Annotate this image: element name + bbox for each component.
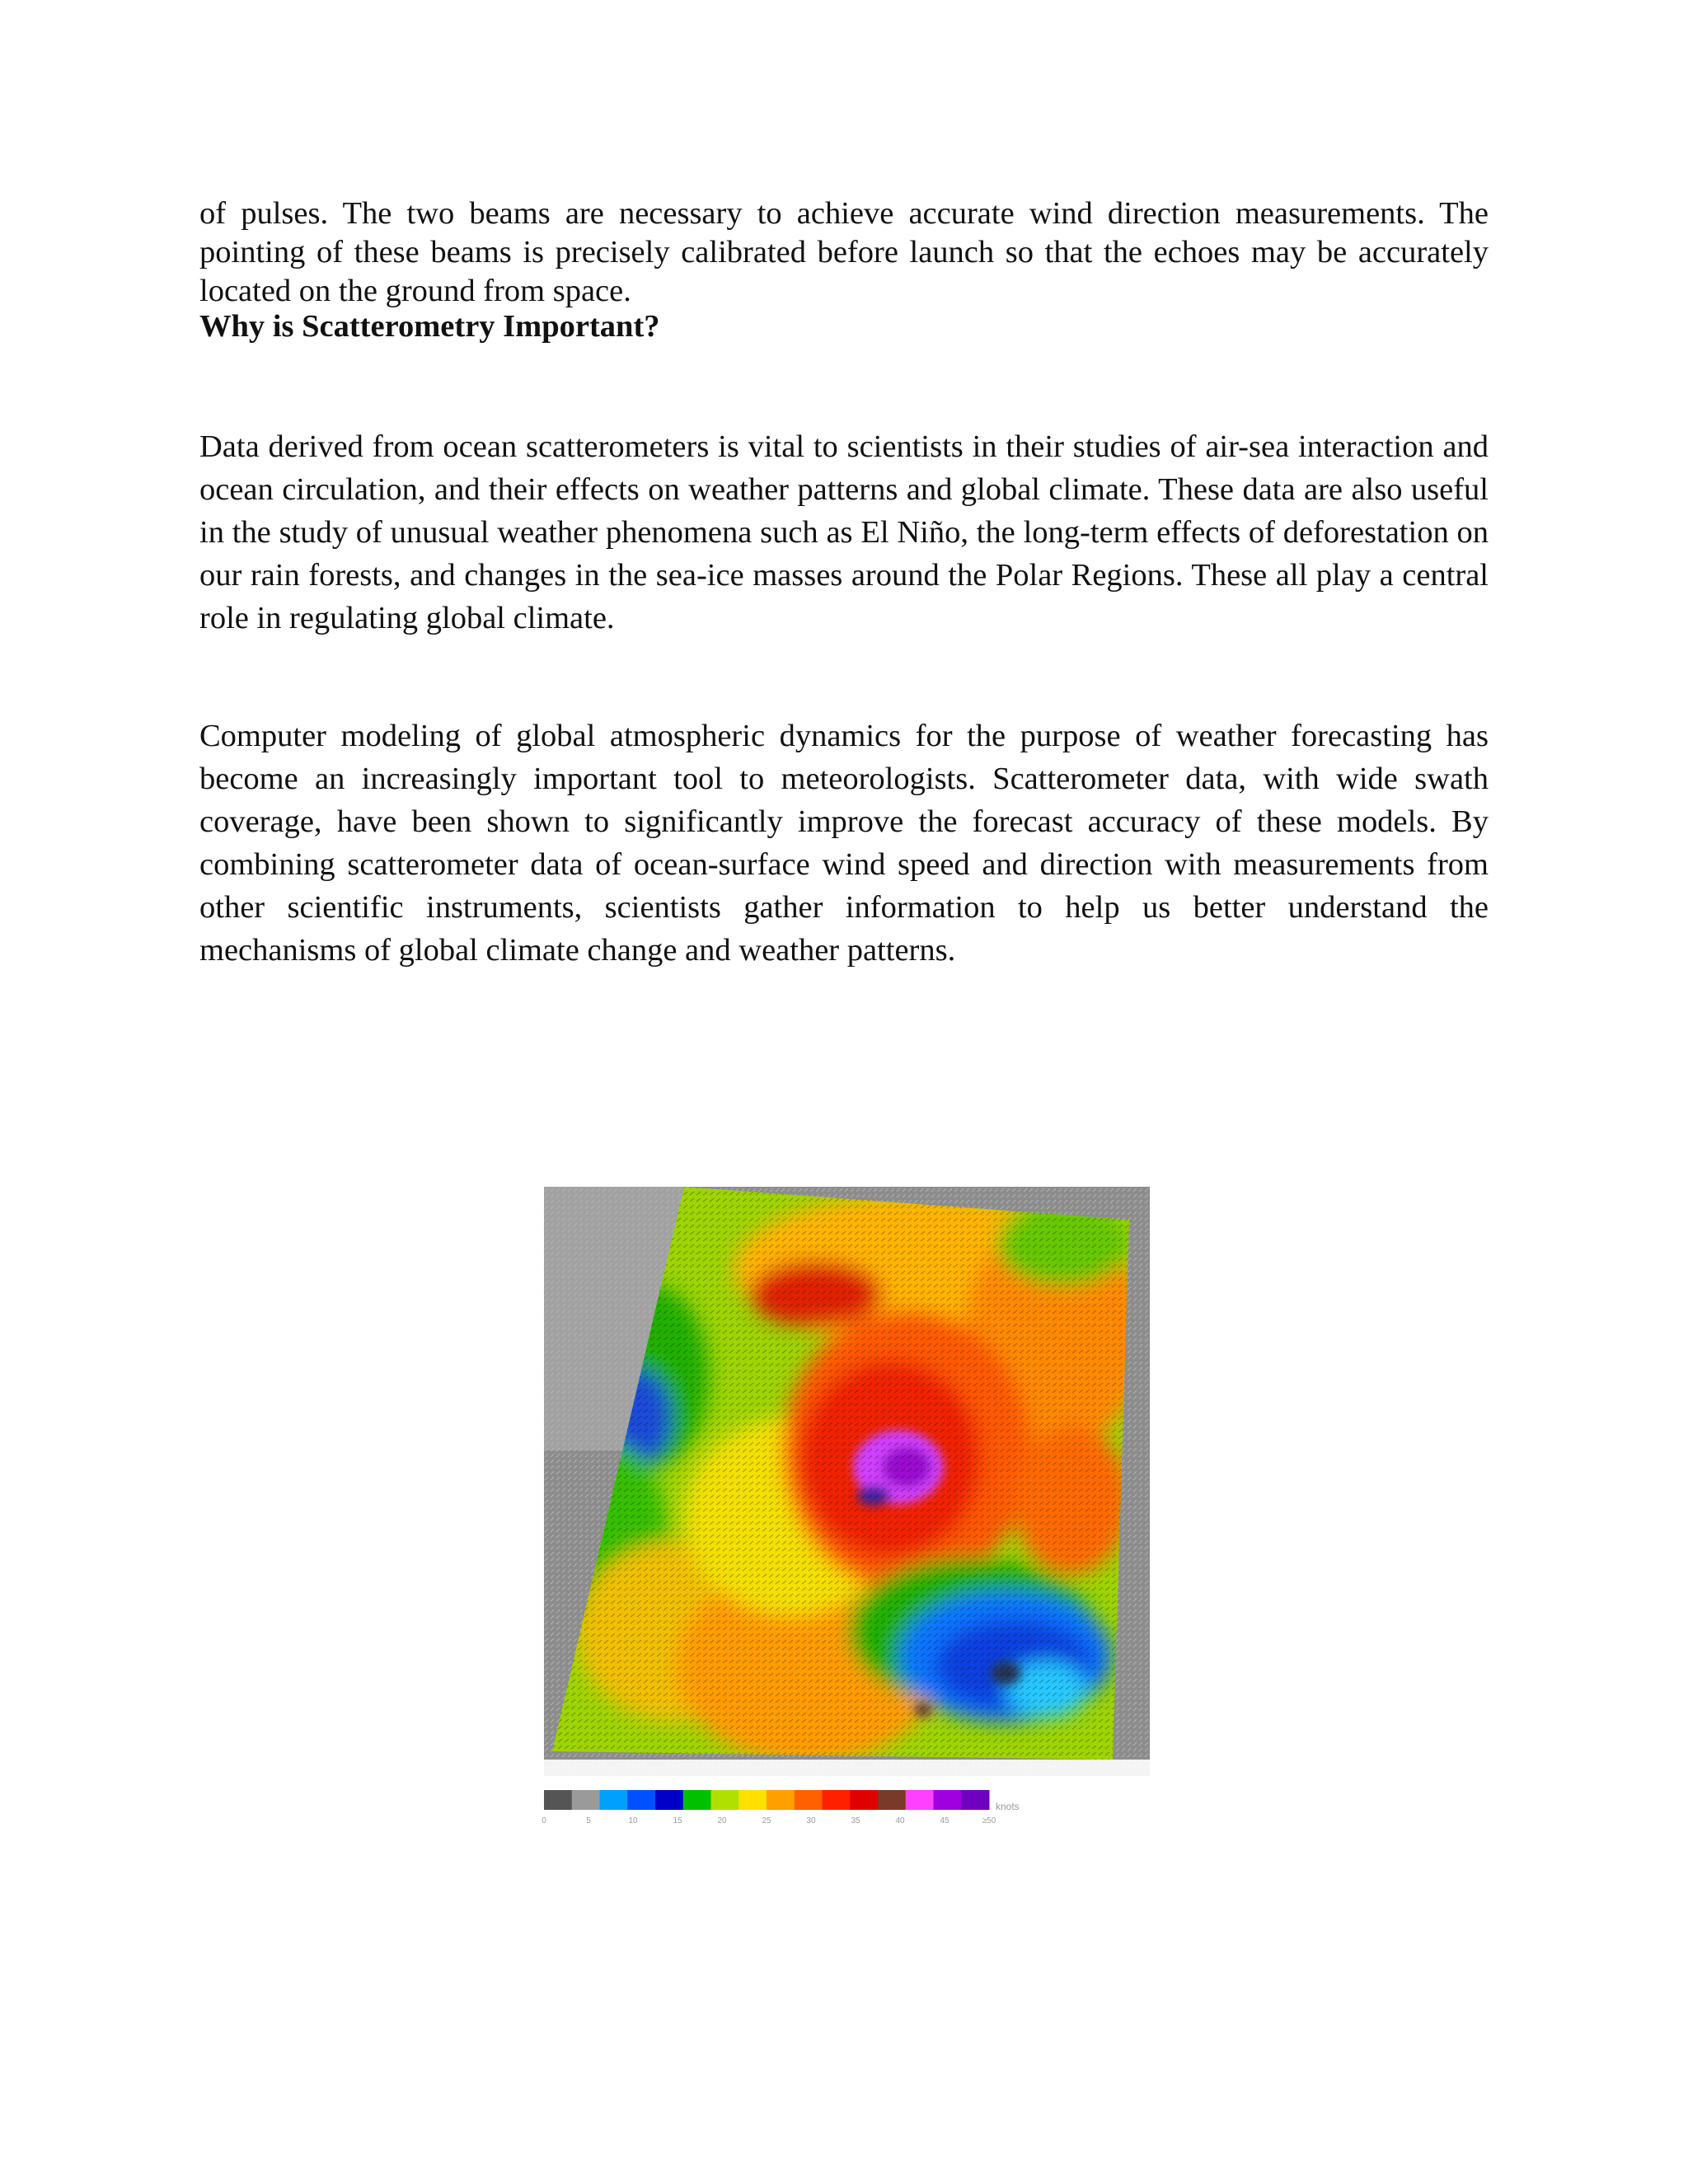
scatterometer-wind-map: [544, 1170, 1162, 1780]
colorbar-segment: [767, 1790, 795, 1810]
paragraph-modeling: Computer modeling of global atmospheric dynamics for the purpose of weather forecasting has become an increasingly important tool to meteorologists. Scatterometer data, with wide swath coverage, have been shown to significantly improve the forecast accuracy of these models. By combining scatterometer data of ocean-surface wind speed and direction with measurements from other scientific instruments, scientists gather information to help us better understand the mechanisms of global climate change and weather patterns.: [199, 719, 1489, 968]
colorbar-segment: [655, 1790, 683, 1810]
colorbar-tick-label: 30: [806, 1816, 816, 1825]
colorbar-tick-label: 5: [586, 1816, 591, 1825]
colorbar-tick-label: 40: [895, 1816, 905, 1825]
wind-speed-figure: [536, 1154, 1179, 1838]
colorbar-segment: [961, 1790, 989, 1810]
colorbar-tick-label: 25: [762, 1816, 771, 1825]
colorbar-tick-label: ≥50: [982, 1816, 996, 1825]
colorbar-segment: [627, 1790, 655, 1810]
colorbar-segment: [878, 1790, 906, 1810]
paragraph-importance: Data derived from ocean scatterometers is vital to scientists in their studies of air-sea interaction and ocean circulation, and their effects on weather patterns and global climate. These data are also useful in the study of unusual weather phenomena such as El Niño, the long-term effects of deforestation on our rain forests, and changes in the sea-ice masses around the Polar Regions. These all play a central role in regulating global climate.: [199, 429, 1489, 635]
colorbar-segment: [600, 1790, 628, 1810]
colorbar-tick-label: 10: [628, 1816, 638, 1825]
colorbar-unit-label: knots: [996, 1801, 1020, 1812]
colorbar-tick-label: 45: [940, 1816, 950, 1825]
colorbar-tick-label: 20: [717, 1816, 727, 1825]
colorbar-tick-label: 0: [542, 1816, 546, 1825]
colorbar-segment: [738, 1790, 767, 1810]
colorbar-segment: [572, 1790, 600, 1810]
paragraph-beams: of pulses. The two beams are necessary to achieve accurate wind direction measurements. The pointing of these beams is precisely calibrated before launch so that the echoes may be accurately located on the ground from space.: [199, 196, 1489, 308]
colorbar-segment: [544, 1790, 572, 1810]
colorbar-tick-label: 15: [673, 1816, 682, 1825]
wind-speed-colorbar: [544, 1790, 1121, 1833]
colorbar-segment: [906, 1790, 934, 1810]
colorbar-segment: [934, 1790, 962, 1810]
section-heading: Why is Scatterometry Important?: [199, 309, 660, 344]
colorbar-segment: [795, 1790, 823, 1810]
colorbar-tick-label: 35: [851, 1816, 860, 1825]
colorbar-segment: [823, 1790, 851, 1810]
colorbar-segment: [711, 1790, 739, 1810]
colorbar-segment: [683, 1790, 711, 1810]
colorbar-segment: [850, 1790, 878, 1810]
